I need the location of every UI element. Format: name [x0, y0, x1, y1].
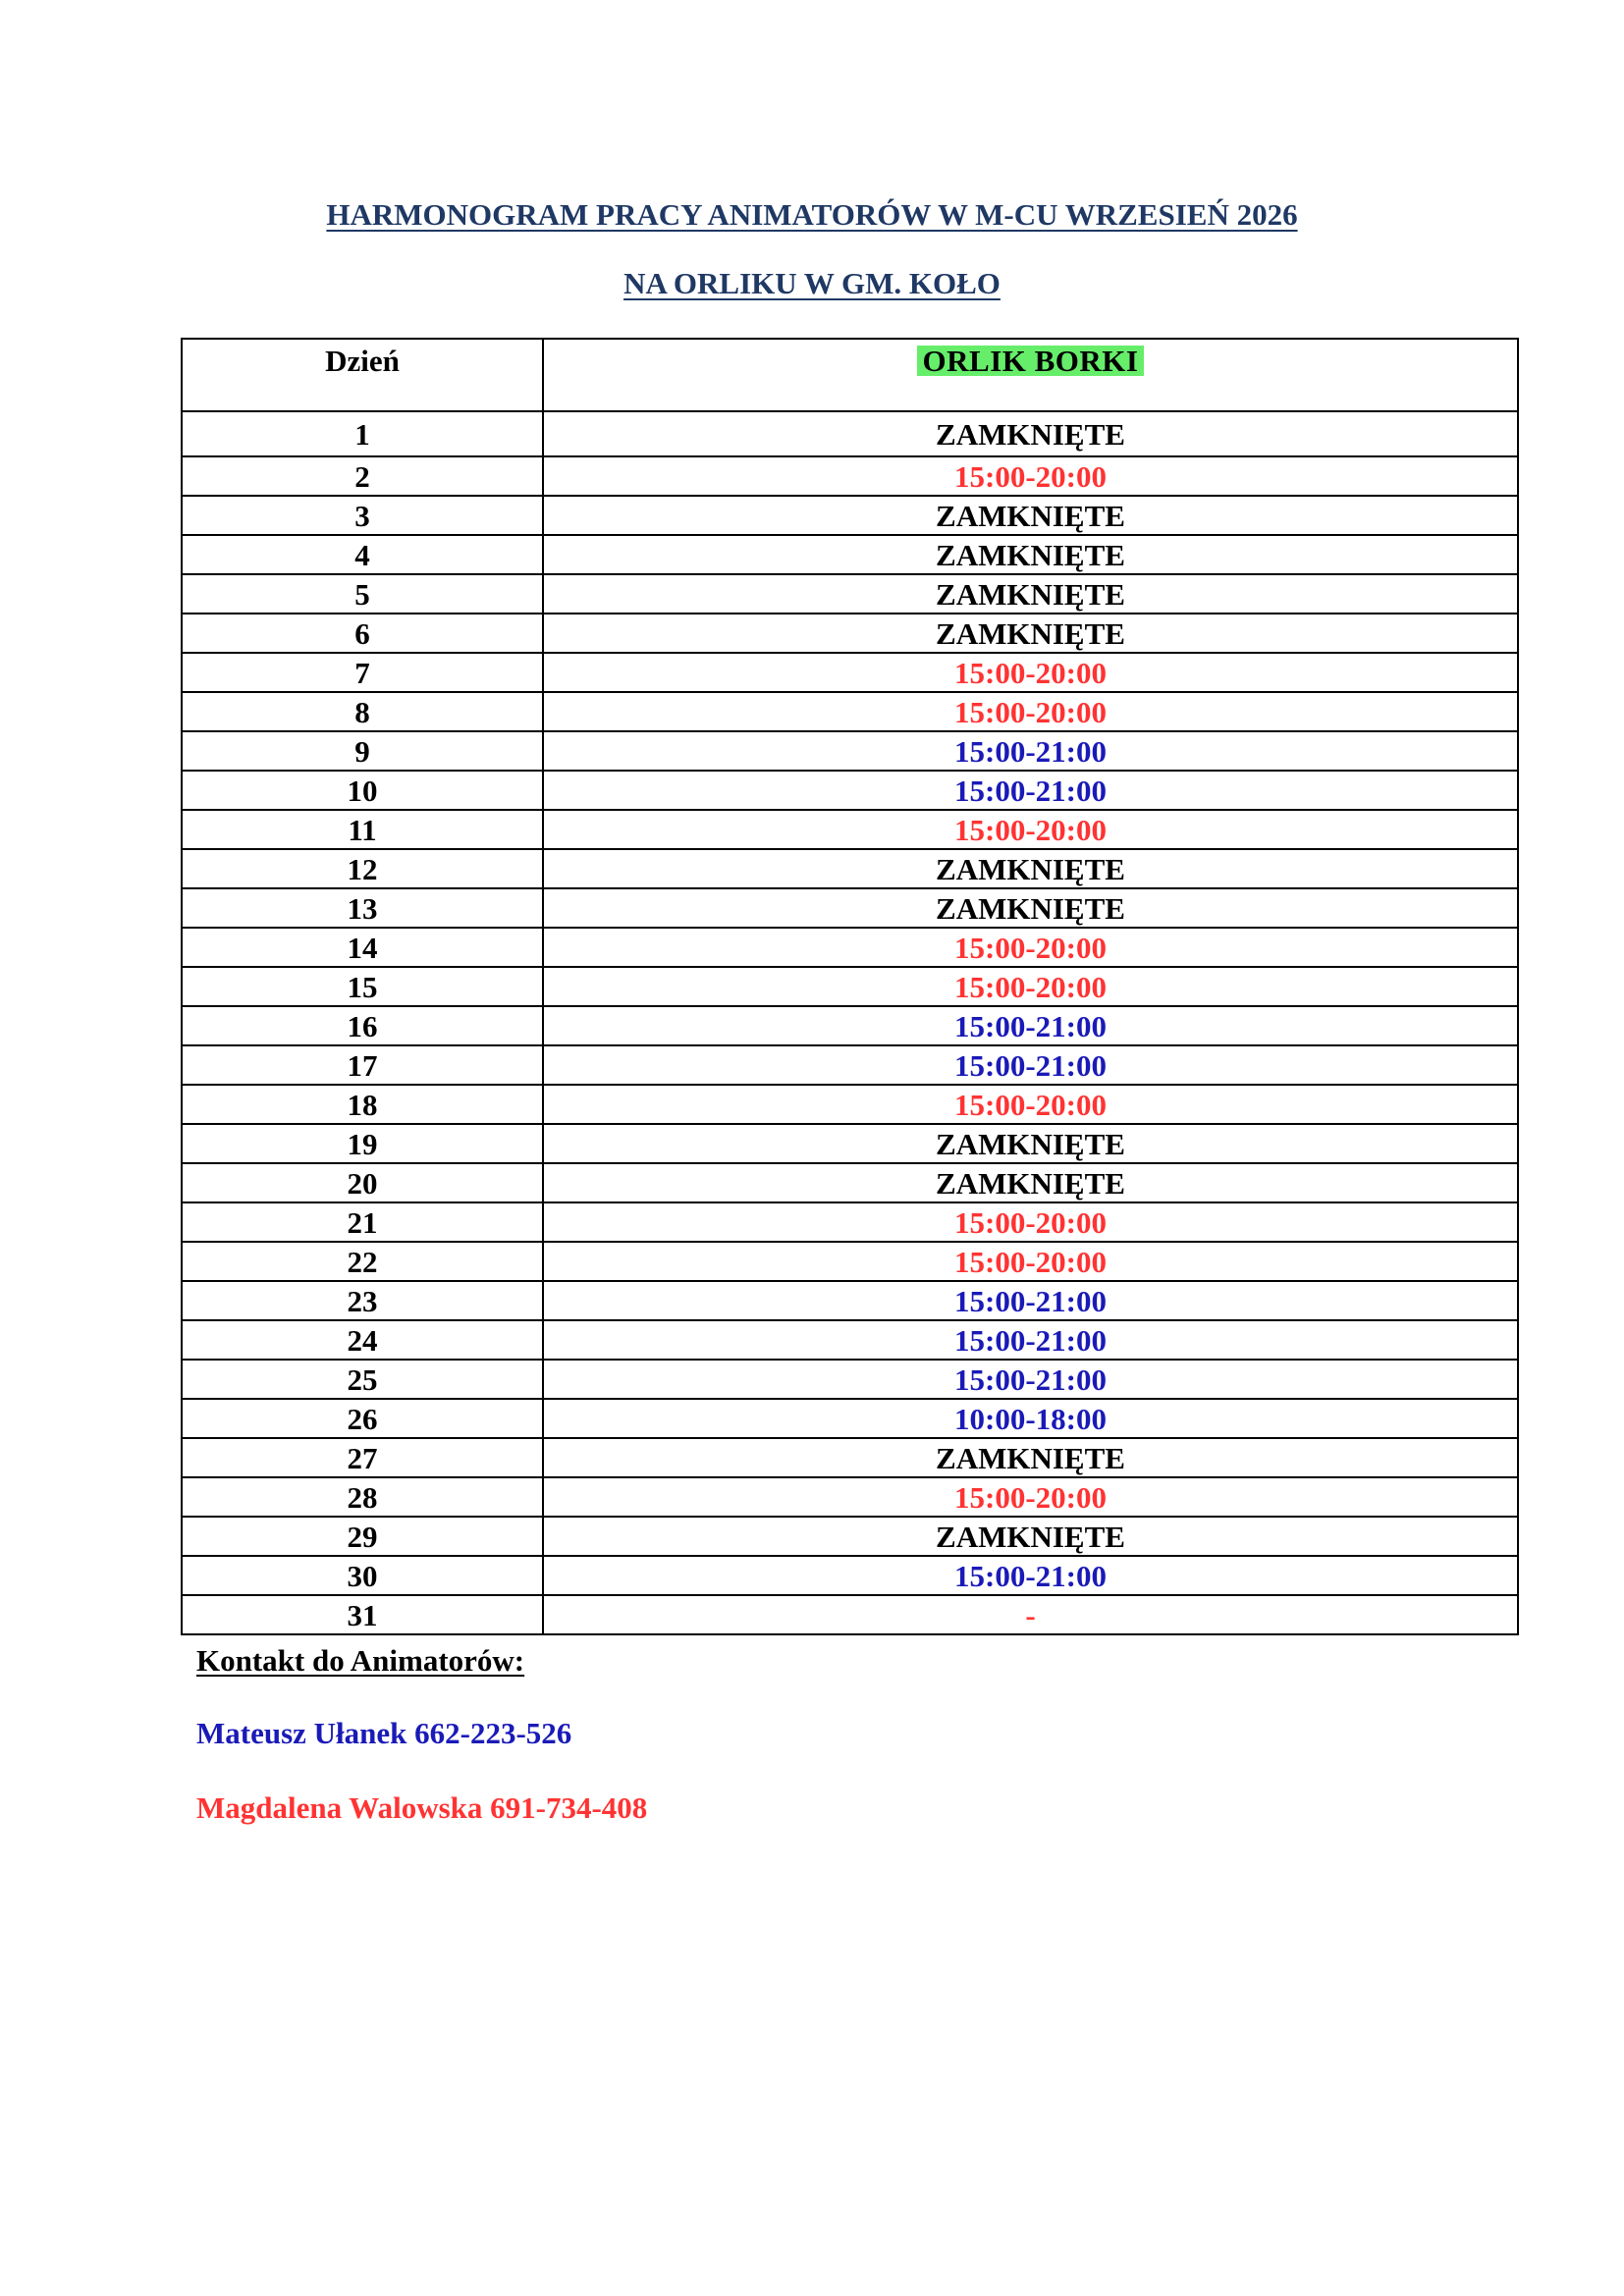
hours-cell: 15:00-20:00 [543, 1477, 1518, 1517]
day-cell: 25 [182, 1360, 543, 1399]
hours-cell: 15:00-21:00 [543, 1360, 1518, 1399]
table-row [182, 928, 1518, 967]
hours-cell: ZAMKNIĘTE [543, 1163, 1518, 1202]
schedule-body [182, 411, 1518, 1634]
day-cell: 11 [182, 810, 543, 849]
table-row [182, 731, 1518, 771]
day-cell: 12 [182, 849, 543, 888]
table-row [182, 411, 1518, 456]
hours-cell: ZAMKNIĘTE [543, 496, 1518, 535]
contact-heading: Kontakt do Animatorów: [196, 1643, 525, 1678]
day-cell: 22 [182, 1242, 543, 1281]
hours-cell: 15:00-21:00 [543, 1556, 1518, 1595]
day-cell: 31 [182, 1595, 543, 1634]
day-cell: 30 [182, 1556, 543, 1595]
table-row [182, 1556, 1518, 1595]
hours-cell: 15:00-20:00 [543, 928, 1518, 967]
day-cell: 15 [182, 967, 543, 1006]
day-cell: 5 [182, 574, 543, 614]
table-row [182, 1438, 1518, 1477]
day-cell: 10 [182, 771, 543, 810]
table-row [182, 1320, 1518, 1360]
schedule-table [181, 338, 1519, 1635]
hours-cell: 15:00-20:00 [543, 1202, 1518, 1242]
day-cell: 2 [182, 456, 543, 496]
hours-cell: 15:00-21:00 [543, 1320, 1518, 1360]
table-row [182, 692, 1518, 731]
table-row [182, 849, 1518, 888]
day-cell: 17 [182, 1045, 543, 1085]
hours-cell: 15:00-21:00 [543, 771, 1518, 810]
table-row [182, 967, 1518, 1006]
table-row [182, 1399, 1518, 1438]
hours-cell: ZAMKNIĘTE [543, 614, 1518, 653]
table-row [182, 1045, 1518, 1085]
hours-cell: ZAMKNIĘTE [543, 574, 1518, 614]
table-row [182, 653, 1518, 692]
table-row [182, 888, 1518, 928]
day-cell: 27 [182, 1438, 543, 1477]
day-cell: 3 [182, 496, 543, 535]
contact-mateusz: Mateusz Ułanek 662-223-526 [196, 1716, 572, 1750]
day-cell: 16 [182, 1006, 543, 1045]
hours-cell: 15:00-21:00 [543, 1281, 1518, 1320]
hours-cell: 15:00-20:00 [543, 1242, 1518, 1281]
table-row [182, 810, 1518, 849]
hours-cell: 15:00-20:00 [543, 967, 1518, 1006]
day-cell: 20 [182, 1163, 543, 1202]
table-row [182, 1477, 1518, 1517]
table-row [182, 1163, 1518, 1202]
contact-magdalena: Magdalena Walowska 691-734-408 [196, 1790, 648, 1825]
table-row [182, 574, 1518, 614]
table-row [182, 1281, 1518, 1320]
hours-cell: ZAMKNIĘTE [543, 1517, 1518, 1556]
hours-cell: ZAMKNIĘTE [543, 535, 1518, 574]
table-row [182, 771, 1518, 810]
day-cell: 24 [182, 1320, 543, 1360]
table-row [182, 1202, 1518, 1242]
day-cell: 19 [182, 1124, 543, 1163]
day-cell: 1 [182, 411, 543, 456]
day-cell: 8 [182, 692, 543, 731]
header-location-cell [543, 339, 1518, 411]
table-row [182, 1360, 1518, 1399]
document-title: HARMONOGRAM PRACY ANIMATORÓW W M-CU WRZESIEŃ 2026 [326, 197, 1298, 232]
table-row [182, 1242, 1518, 1281]
hours-cell: 15:00-20:00 [543, 653, 1518, 692]
hours-cell: ZAMKNIĘTE [543, 888, 1518, 928]
day-cell: 18 [182, 1085, 543, 1124]
table-row [182, 1124, 1518, 1163]
table-row [182, 456, 1518, 496]
day-cell: 14 [182, 928, 543, 967]
hours-cell: 15:00-21:00 [543, 731, 1518, 771]
table-header-row [182, 339, 1518, 411]
hours-cell: ZAMKNIĘTE [543, 411, 1518, 456]
table-row [182, 535, 1518, 574]
hours-cell: 15:00-20:00 [543, 1085, 1518, 1124]
table-row [182, 1006, 1518, 1045]
table-row [182, 1085, 1518, 1124]
document-subtitle: NA ORLIKU W GM. KOŁO [623, 266, 1001, 300]
hours-cell: ZAMKNIĘTE [543, 1124, 1518, 1163]
hours-cell: 15:00-20:00 [543, 456, 1518, 496]
hours-cell: 15:00-21:00 [543, 1045, 1518, 1085]
day-cell: 26 [182, 1399, 543, 1438]
day-cell: 4 [182, 535, 543, 574]
hours-cell: 15:00-20:00 [543, 692, 1518, 731]
hours-cell: - [543, 1595, 1518, 1634]
day-cell: 29 [182, 1517, 543, 1556]
day-cell: 23 [182, 1281, 543, 1320]
table-row [182, 614, 1518, 653]
hours-cell: ZAMKNIĘTE [543, 849, 1518, 888]
day-cell: 9 [182, 731, 543, 771]
day-cell: 28 [182, 1477, 543, 1517]
hours-cell: ZAMKNIĘTE [543, 1438, 1518, 1477]
day-cell: 13 [182, 888, 543, 928]
table-row [182, 496, 1518, 535]
hours-cell: 10:00-18:00 [543, 1399, 1518, 1438]
hours-cell: 15:00-20:00 [543, 810, 1518, 849]
table-row [182, 1517, 1518, 1556]
hours-cell: 15:00-21:00 [543, 1006, 1518, 1045]
day-cell: 6 [182, 614, 543, 653]
day-cell: 7 [182, 653, 543, 692]
table-row [182, 1595, 1518, 1634]
header-location: ORLIK BORKI [917, 346, 1145, 376]
day-cell: 21 [182, 1202, 543, 1242]
header-day: Dzień [182, 339, 543, 411]
